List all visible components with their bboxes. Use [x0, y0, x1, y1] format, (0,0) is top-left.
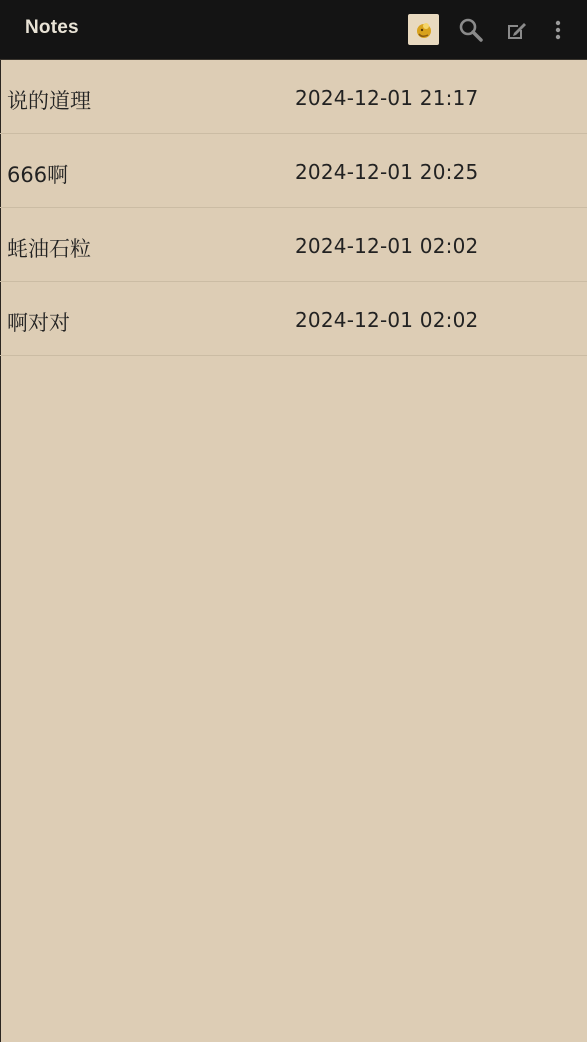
note-title: 啊对对 [7, 311, 70, 335]
app-title: Notes [25, 17, 79, 38]
search-button[interactable] [455, 14, 487, 46]
theme-toggle-button[interactable] [408, 14, 439, 45]
new-note-icon [505, 18, 529, 42]
note-list-item[interactable] [0, 208, 587, 282]
more-options-button[interactable] [544, 14, 572, 46]
note-date: 2024-12-01 02:02 [295, 308, 479, 332]
top-toolbar [0, 0, 587, 60]
more-options-icon [554, 19, 562, 41]
note-list-item[interactable] [0, 134, 587, 208]
theme-toggle-icon [413, 19, 435, 41]
note-date: 2024-12-01 21:17 [295, 86, 479, 110]
note-list-item[interactable] [0, 60, 587, 134]
note-date: 2024-12-01 20:25 [295, 160, 479, 184]
search-icon [458, 17, 484, 43]
note-title: 蚝油石粒 [7, 237, 91, 261]
notes-list [0, 60, 587, 356]
new-note-button[interactable] [501, 14, 533, 46]
note-title: 666啊 [7, 163, 69, 187]
note-date: 2024-12-01 02:02 [295, 234, 479, 258]
note-title: 说的道理 [7, 89, 91, 113]
note-list-item[interactable] [0, 282, 587, 356]
